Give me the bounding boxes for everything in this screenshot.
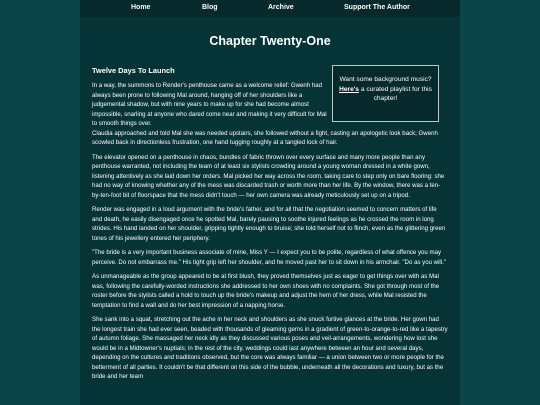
nav-archive-link[interactable]: Archive xyxy=(268,4,294,11)
paragraph: As unmanageable as the group appeared to be at first blush, they proved themselves just as eager to get things over with as Mal was, following the carefully-worded instructions she addressed to her own shoes with no complaints. She got through most of the roster before the stylists called a hold to touch up the bride's makeup and adjust the hem of her dress, while Mal resisted the temptation to find a wall and do her best impression of a napping horse. xyxy=(92,273,440,309)
paragraph: Render was engaged in a loud argument with the bride's father, and for all that the negotiation seemed to concern matters of life and death, he easily disengaged once he spotted Mal, barely pausing to soothe injured feelings as he crossed the room in long strides. His hand landed on her shoulder, gripping tightly enough to bruise; she told herself not to flinch, even as the glittering green tones of his jewellery entered her periphery. xyxy=(92,206,446,242)
nav-blog-link[interactable]: Blog xyxy=(202,4,218,11)
paragraph: The elevator opened on a penthouse in chaos, bundles of fabric thrown over every surface and many more people than any penthouse warranted, not including the team of at least six stylists crowding around a young woman dressed in a white gown, listening attentively as she laid down her orders. Mal picked her way across the room, taking care to step only on bare flooring: she had no way of knowing whether any of the mess was discarded trash or worth more than her life. By the window, there was a ten-by-ten-foot bit of floorspace that the mess didn't touch — her own camera was already meticulously set up on a tripod. xyxy=(92,153,445,199)
music-callout-text: Want some background music? xyxy=(339,76,432,83)
nav-support-link[interactable]: Support The Author xyxy=(344,4,410,11)
paragraph: Claudia approached and told Mal she was needed upstairs, she followed without a fight, casting an apologetic look back; Gwenh scowled back in directionless frustration, one hand tugging roughly at a tangled lock of hair. xyxy=(92,129,438,146)
top-nav xyxy=(80,0,460,17)
paragraph: In a way, the summons to Render's penthouse came as a welcome relief: Gwenh had always been prone to following Mal around, hanging off of her shoulders like a judgemental shadow, but with nine years to make up for she had become almost impossible, snarling at anyone who dared come near and making it very difficult for Mal to smooth things over. xyxy=(92,82,327,127)
nav-home-link[interactable]: Home xyxy=(131,4,151,11)
chapter-content xyxy=(80,17,460,405)
music-callout-text-2: a curated playlist for this chapter! xyxy=(358,85,432,102)
paragraph: She sank into a squat, stretching out the ache in her neck and shoulders as she snuck furtive glances at the bride. Her gown had the longest train she had ever seen, beaded with thousands of gleaming gems in a gradient of green-to-orange-to-red like a tapestry of autumn foliage. She massaged her neck idly as they discussed various poses and veil-arrangements, wondering how lost she would be in a Midtowner's nuptials; in the rest of the city, weddings could last anywhere between an hour and several days, depending on the cultures and traditions observed, but the core was always familiar — a union between two or more people for the betterment of all parties. It couldn't be that different on this side of the bubble, underneath all the decorations and luxury, but as the bride and her team xyxy=(92,316,448,380)
chapter-body xyxy=(92,81,448,387)
playlist-link[interactable]: Here's xyxy=(339,85,359,93)
paragraph: "The bride is a very important business associate of mine, Miss Y — I expect you to be polite, regardless of what offence you may perceive. Do not embarrass me." His tight grip left her shoulder, and he moved past her to sit down in his armchair. "Do as you will." xyxy=(92,249,446,266)
chapter-title: Chapter Twenty-One xyxy=(209,34,331,48)
chapter-subtitle: Twelve Days To Launch xyxy=(92,66,175,75)
